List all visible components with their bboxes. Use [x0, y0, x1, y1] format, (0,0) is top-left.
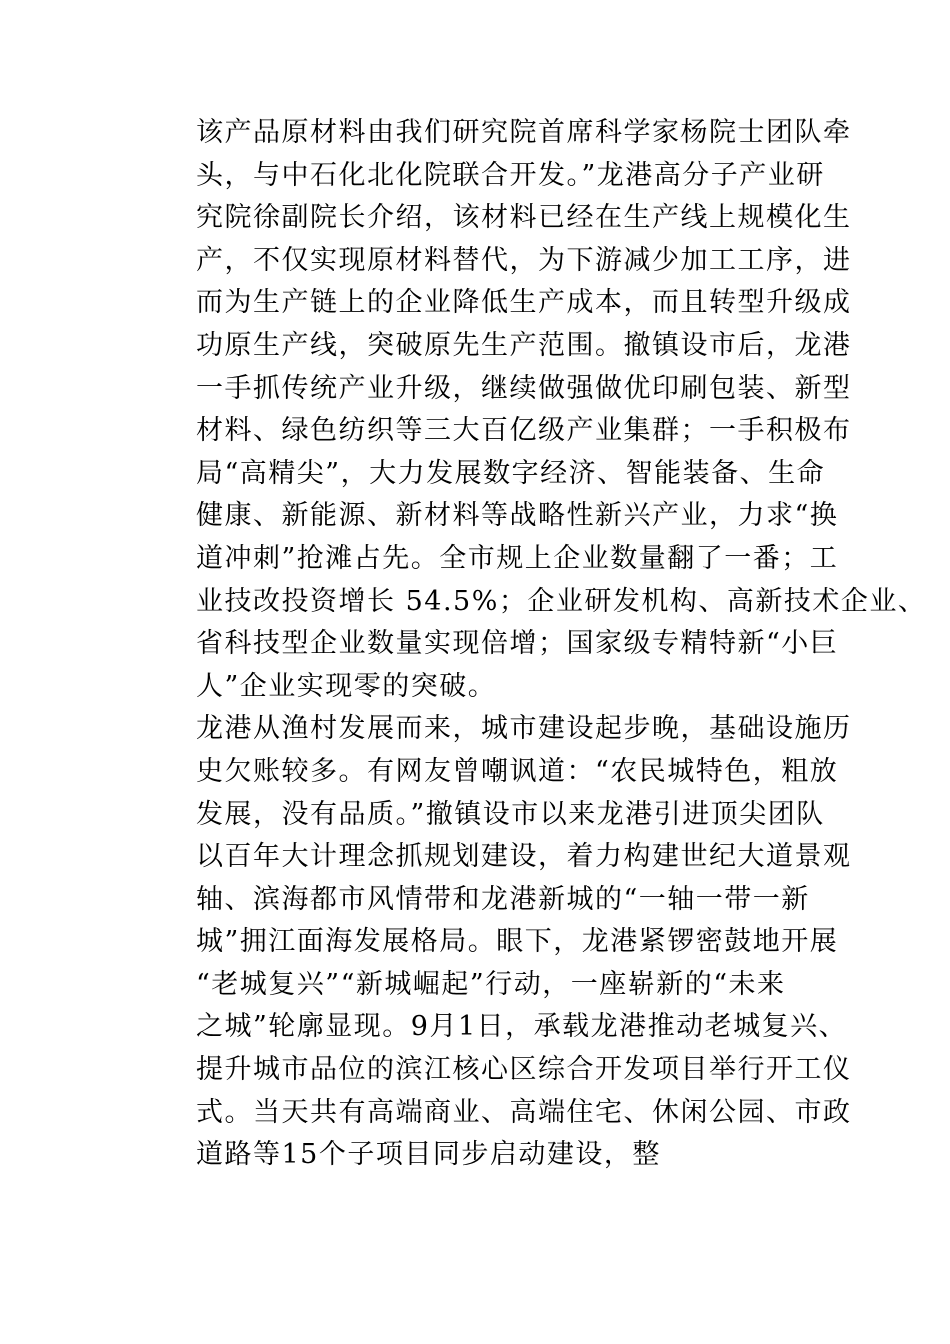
text-line: 城”拥江面海发展格局。眼下，龙港紧锣密鼓地开展 — [196, 926, 839, 958]
text-line: 业技改投资增长 54.5%；企业研发机构、高新技术企业、 — [196, 585, 927, 617]
text-line: 道路等15个子项目同步启动建设，整 — [196, 1139, 661, 1171]
text-line: 以百年大计理念抓规划建设，着力构建世纪大道景观 — [196, 841, 852, 873]
text-line: 产，不仅实现原材料替代，为下游减少加工工序，进 — [196, 244, 852, 276]
text-line: 提升城市品位的滨江核心区综合开发项目举行开工仪 — [196, 1054, 852, 1086]
body-text — [196, 112, 927, 1177]
text-line: 一手抓传统产业升级，继续做强做优印刷包装、新型 — [196, 372, 852, 404]
text-line: 功原生产线，突破原先生产范围。撤镇设市后，龙港 — [196, 329, 852, 361]
text-line: 道冲刺”抢滩占先。全市规上企业数量翻了一番；工 — [196, 542, 839, 574]
text-line: 材料、绿色纺织等三大百亿级产业集群；一手积极布 — [196, 415, 852, 447]
text-line: 而为生产链上的企业降低生产成本，而且转型升级成 — [196, 287, 852, 319]
text-line: “老城复兴”“新城崛起”行动，一座崭新的“未来 — [196, 968, 786, 1000]
text-line: 发展，没有品质。”撤镇设市以来龙港引进顶尖团队 — [196, 798, 825, 830]
text-line: 之城”轮廓显现。9月1日，承载龙港推动老城复兴、 — [196, 1011, 848, 1043]
text-line: 究院徐副院长介绍，该材料已经在生产线上规模化生 — [196, 202, 852, 234]
text-line: 龙港从渔村发展而来，城市建设起步晚，基础设施历 — [196, 713, 852, 745]
text-line: 局“高精尖”，大力发展数字经济、智能装备、生命 — [196, 457, 826, 489]
text-line: 式。当天共有高端商业、高端住宅、休闲公园、市政 — [196, 1096, 852, 1128]
text-line: 头，与中石化北化院联合开发。”龙港高分子产业研 — [196, 159, 825, 191]
text-line: 健康、新能源、新材料等战略性新兴产业，力求“换 — [196, 500, 839, 532]
text-line: 该产品原材料由我们研究院首席科学家杨院士团队牵 — [196, 117, 852, 148]
text-line: 史欠账较多。有网友曾嘲讽道：“农民城特色，粗放 — [196, 755, 839, 787]
text-line: 省科技型企业数量实现倍增；国家级专精特新“小巨 — [196, 628, 839, 660]
text-line: 人”企业实现零的突破。 — [196, 670, 497, 702]
text-line: 轴、滨海都市风情带和龙港新城的“一轴一带一新 — [196, 883, 810, 915]
